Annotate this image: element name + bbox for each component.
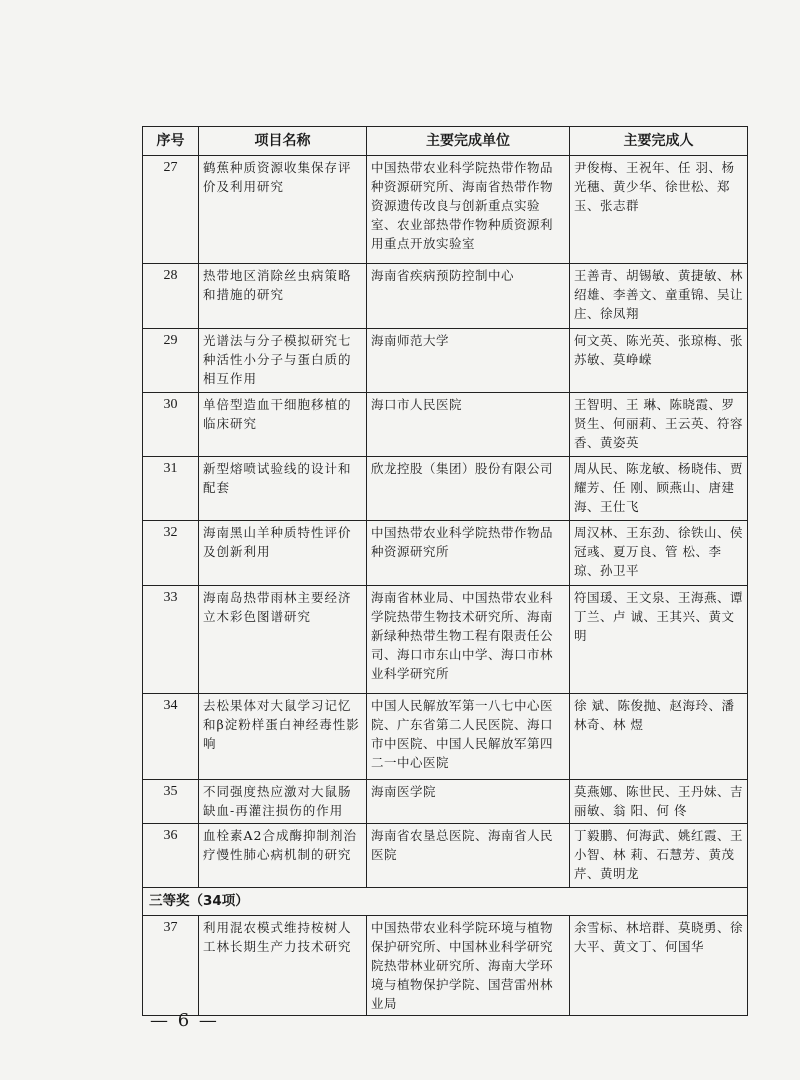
project-name: 单倍型造血干细胞移植的临床研究	[199, 393, 367, 457]
project-name: 热带地区消除丝虫病策略和措施的研究	[199, 264, 367, 329]
project-name: 鹤蕉种质资源收集保存评价及利用研究	[199, 156, 367, 264]
table-row	[143, 156, 748, 264]
completion-people: 丁毅鹏、何海武、姚红霞、王小智、林 莉、石慧芳、黄茂芹、黄明龙	[570, 824, 748, 888]
section-row	[143, 888, 748, 916]
completion-unit: 中国人民解放军第一八七中心医院、广东省第二人民医院、海口市中医院、中国人民解放军第四二一中心医院	[367, 694, 570, 780]
completion-unit: 海南师范大学	[367, 329, 570, 393]
table-row	[143, 457, 748, 521]
row-number: 34	[143, 694, 199, 780]
completion-unit: 海南省林业局、中国热带农业科学院热带生物技术研究所、海南新绿种热带生物工程有限责任公司、海口市东山中学、海口市林业科学研究所	[367, 586, 570, 694]
header-unit: 主要完成单位	[367, 127, 570, 156]
row-number: 29	[143, 329, 199, 393]
completion-unit: 海南省疾病预防控制中心	[367, 264, 570, 329]
header-no: 序号	[143, 127, 199, 156]
row-number: 27	[143, 156, 199, 264]
header-people: 主要完成人	[570, 127, 748, 156]
project-name: 去松果体对大鼠学习记忆和β淀粉样蛋白神经毒性影响	[199, 694, 367, 780]
completion-people: 何文英、陈光英、张琼梅、张苏敏、莫峥嵘	[570, 329, 748, 393]
row-number: 37	[143, 916, 199, 1016]
header-project-name: 项目名称	[199, 127, 367, 156]
completion-unit: 中国热带农业科学院热带作物品种资源研究所	[367, 521, 570, 586]
table-row	[143, 694, 748, 780]
table-row	[143, 393, 748, 457]
table-header-row	[143, 127, 748, 156]
project-name: 海南岛热带雨林主要经济立木彩色图谱研究	[199, 586, 367, 694]
completion-people: 尹俊梅、王祝年、任 羽、杨光穗、黄少华、徐世松、郑 玉、张志群	[570, 156, 748, 264]
row-number: 31	[143, 457, 199, 521]
project-name: 利用混农模式维持桉树人工林长期生产力技术研究	[199, 916, 367, 1016]
completion-people: 周从民、陈龙敏、杨晓伟、贾耀芳、任 刚、顾燕山、唐建海、王仕飞	[570, 457, 748, 521]
completion-people: 周汉林、王东劲、徐铁山、侯冠彧、夏万良、管 松、李 琼、孙卫平	[570, 521, 748, 586]
completion-unit: 海口市人民医院	[367, 393, 570, 457]
project-name: 血栓素A2合成酶抑制剂治疗慢性肺心病机制的研究	[199, 824, 367, 888]
completion-unit: 中国热带农业科学院热带作物品种资源研究所、海南省热带作物资源遗传改良与创新重点实验室、农业部热带作物种质资源利用重点开放实验室	[367, 156, 570, 264]
project-name: 海南黑山羊种质特性评价及创新利用	[199, 521, 367, 586]
completion-people: 余雪标、林培群、莫晓勇、徐大平、黄文丁、何国华	[570, 916, 748, 1016]
row-number: 28	[143, 264, 199, 329]
awards-table	[142, 126, 748, 1016]
table-row	[143, 824, 748, 888]
table-row	[143, 586, 748, 694]
completion-unit: 海南医学院	[367, 780, 570, 824]
row-number: 30	[143, 393, 199, 457]
completion-people: 王善青、胡锡敏、黄捷敏、林绍雄、李善文、童重锦、吴让庄、徐凤翔	[570, 264, 748, 329]
completion-people: 莫燕娜、陈世民、王丹妹、吉丽敏、翁 阳、何 佟	[570, 780, 748, 824]
table-row	[143, 264, 748, 329]
page-number: — 6 —	[150, 1010, 219, 1031]
table-row	[143, 780, 748, 824]
completion-unit: 海南省农垦总医院、海南省人民医院	[367, 824, 570, 888]
project-name: 新型熔喷试验线的设计和配套	[199, 457, 367, 521]
table-row	[143, 521, 748, 586]
row-number: 32	[143, 521, 199, 586]
section-title: 三等奖（34项）	[143, 888, 748, 916]
completion-people: 徐 斌、陈俊抛、赵海玲、潘林奇、林 煜	[570, 694, 748, 780]
completion-unit: 中国热带农业科学院环境与植物保护研究所、中国林业科学研究院热带林业研究所、海南大学环境与植物保护学院、国营雷州林业局	[367, 916, 570, 1016]
table-row	[143, 916, 748, 1016]
project-name: 光谱法与分子模拟研究七种活性小分子与蛋白质的相互作用	[199, 329, 367, 393]
table-row	[143, 329, 748, 393]
row-number: 36	[143, 824, 199, 888]
row-number: 33	[143, 586, 199, 694]
project-name: 不同强度热应激对大鼠肠缺血-再灌注损伤的作用	[199, 780, 367, 824]
completion-people: 王智明、王 琳、陈晓霞、罗贤生、何丽莉、王云英、符容香、黄姿英	[570, 393, 748, 457]
completion-people: 符国瑗、王文泉、王海燕、谭丁兰、卢 诚、王其兴、黄文明	[570, 586, 748, 694]
completion-unit: 欣龙控股（集团）股份有限公司	[367, 457, 570, 521]
row-number: 35	[143, 780, 199, 824]
